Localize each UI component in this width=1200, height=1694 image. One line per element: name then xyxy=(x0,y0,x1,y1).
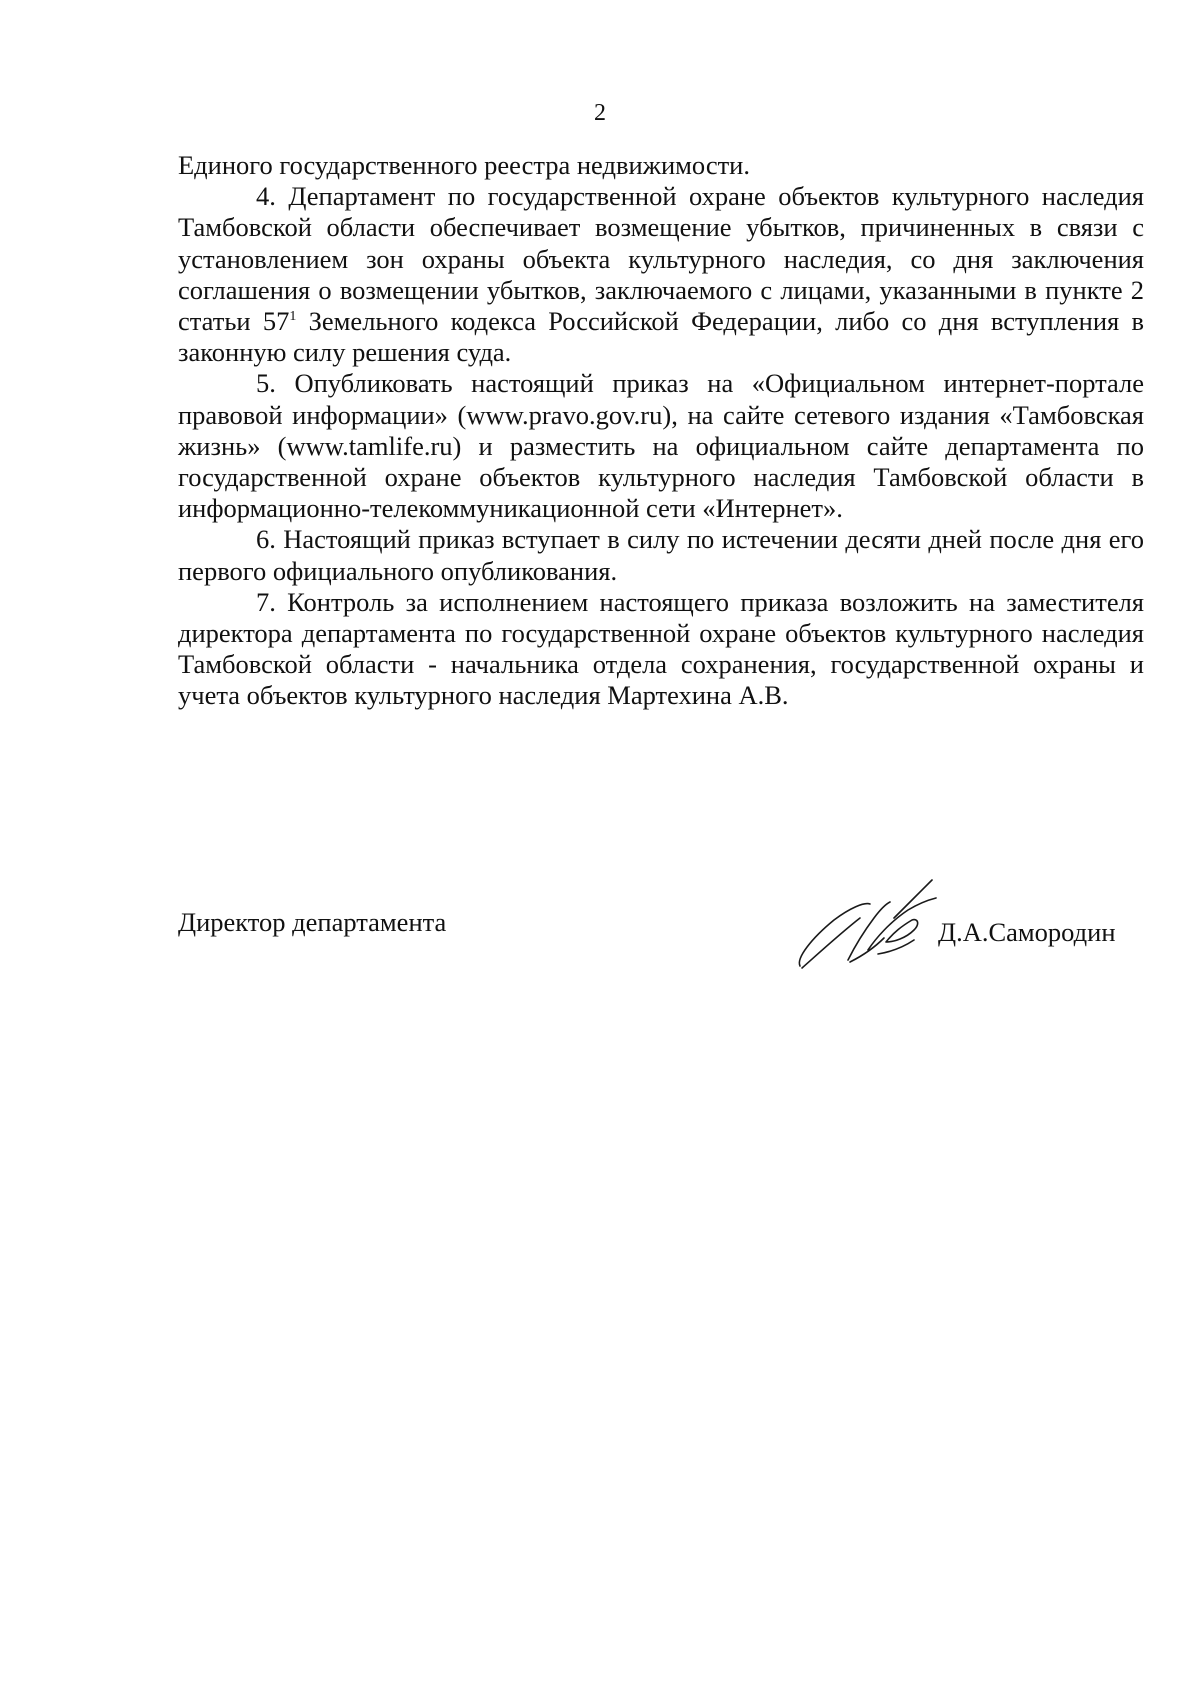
paragraph-item-5: 5. Опубликовать настоящий приказ на «Официальном интернет-портале правовой информации» (www.pravo.gov.ru), на сайте сетевого издания «Тамбовская жизнь» (www.tamlife.ru) и разместить на официальном сайте департамента по государственной охране объектов культурного наследия Тамбовской области в информационно-телекоммуникационной сети «Интернет». xyxy=(178,368,1144,524)
document-body xyxy=(178,150,1144,712)
paragraph-item-4-text-end: Земельного кодекса Российской Федерации, либо со дня вступления в законную силу решения суда. xyxy=(178,306,1144,368)
page-number: 2 xyxy=(594,100,606,126)
superscript-article-number: 1 xyxy=(289,309,297,325)
handwritten-signature-icon xyxy=(790,868,940,978)
paragraph-continuation: Единого государственного реестра недвижимости. xyxy=(178,150,750,180)
paragraph-item-7: 7. Контроль за исполнением настоящего приказа возложить на заместителя директора департамента по государственной охране объектов культурного наследия Тамбовской области - начальника отдела сохранения, государственной охраны и учета объектов культурного наследия Мартехина А.В. xyxy=(178,586,1144,711)
paragraph-item-6: 6. Настоящий приказ вступает в силу по истечении десяти дней после дня его первого официального опубликования. xyxy=(178,524,1144,586)
paragraph-item-4 xyxy=(178,181,1144,368)
signer-position: Директор департамента xyxy=(178,907,447,937)
signature-block xyxy=(178,906,1144,966)
paragraph-item-4-text-start: 4. Департамент по государственной охране объектов культурного наследия Тамбовской области обеспечивает возмещение убытков, причиненных в связи с установлением зон охраны объекта культурного наследия, со дня заключения соглашения о возмещении убытков, заключаемого с лицами, указанными в пункте 2 статьи 57 xyxy=(178,181,1144,337)
signer-name: Д.А.Самородин xyxy=(938,917,1116,947)
